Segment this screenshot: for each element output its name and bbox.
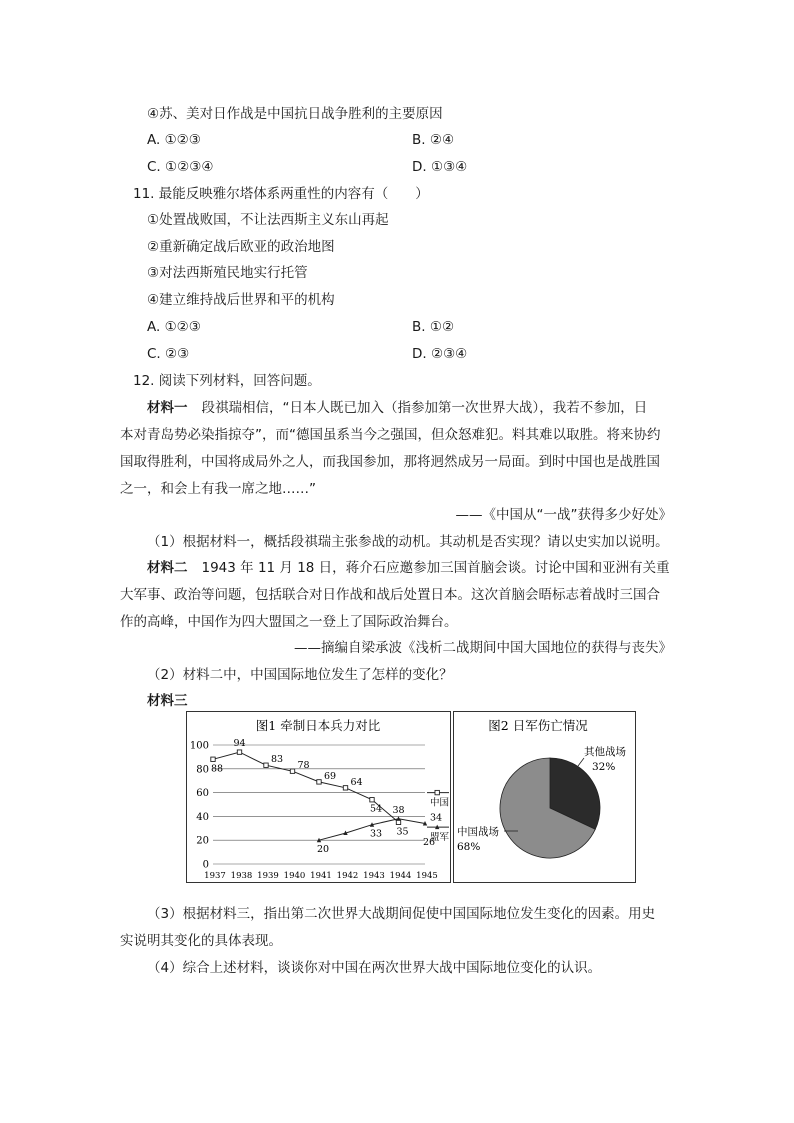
chart-title: 图2 日军伤亡情况: [488, 718, 588, 733]
data-point: [396, 816, 400, 821]
y-tick-label: 0: [202, 859, 209, 871]
y-tick-label: 20: [196, 835, 209, 847]
material-2-source: ——摘编自梁承波《浅析二战期间中国大国地位的获得与丧失》: [294, 640, 672, 656]
data-point: [211, 757, 215, 761]
y-tick-label: 60: [196, 788, 209, 800]
legend-label: 盟军: [430, 832, 450, 844]
y-tick-label: 40: [196, 811, 209, 823]
legend-label: 中国: [430, 797, 450, 809]
q10-option-c: C. ①②③④: [147, 159, 214, 175]
q11-item-2: ②重新确定战后欧亚的政治地图: [147, 239, 335, 255]
q10-item-4: ④苏、美对日作战是中国抗日战争胜利的主要原因: [147, 106, 443, 122]
data-point: [290, 769, 294, 773]
pie-label-other: 其他战场: [584, 746, 626, 758]
question-12-1: （1）根据材料一，概括段祺瑞主张参战的动机。其动机是否实现？请以史实加以说明。: [147, 534, 669, 550]
data-point: [317, 780, 321, 784]
question-12-4: （4）综合上述材料，谈谈你对中国在两次世界大战中国际地位变化的认识。: [147, 960, 602, 976]
data-label: 34: [430, 812, 443, 824]
x-tick-label: 1944: [389, 871, 412, 881]
question-12-3-line-1: （3）根据材料三，指出第二次世界大战期间促使中国国际地位发生变化的因素。用史: [147, 906, 656, 922]
pie-percent-other: 32%: [592, 761, 616, 773]
q11-option-b: B. ①②: [412, 319, 455, 335]
figure-1-panel: [186, 711, 451, 883]
material-1-text-2: 本对青岛势必染指掠夺”，而“德国虽系当今之强国，但众怒难犯。料其难以取胜。将来协约: [120, 427, 661, 443]
data-label: 78: [297, 760, 310, 772]
q11-option-d: D. ②③④: [412, 346, 468, 362]
data-point: [343, 786, 347, 790]
pie-percent-china: 68%: [457, 841, 481, 853]
data-point: [370, 798, 374, 802]
data-label: 88: [210, 763, 224, 775]
material-2-text-2: 大军事、政治等问题，包括联合对日作战和战后处置日本。这次首脑会晤标志着战时三国合: [120, 587, 660, 603]
material-1-source: ——《中国从“一战”获得多少好处》: [455, 507, 672, 523]
pie-label-china: 中国战场: [457, 826, 499, 838]
q12-stem: 12. 阅读下列材料，回答问题。: [133, 373, 321, 389]
x-tick-label: 1938: [230, 871, 253, 881]
q10-option-a: A. ①②③: [147, 132, 201, 148]
q10-option-b: B. ②④: [412, 132, 455, 148]
material-1-first-line: [147, 399, 647, 417]
pie-leader-other: [578, 758, 584, 766]
material-3-label: 材料三: [147, 693, 188, 709]
q11-item-1: ①处置战败国，不让法西斯主义东山再起: [147, 212, 389, 228]
data-label: 38: [392, 804, 405, 816]
y-tick-label: 80: [196, 764, 209, 776]
question-12-2: （2）材料二中，中国国际地位发生了怎样的变化？: [147, 667, 453, 683]
figure-2-panel: [453, 711, 636, 883]
material-1-text-4: 之一，和会上有我一席之地……”: [120, 481, 316, 497]
q11-item-4: ④建立维持战后世界和平的机构: [147, 292, 335, 308]
material-2-first-line: [147, 559, 670, 577]
x-tick-label: 1940: [283, 871, 306, 881]
material-1-text-3: 国取得胜利，中国将成局外之人，而我国参加，那将迥然成另一局面。到时中国也是战胜国: [120, 454, 660, 470]
question-12-3-line-2: 实说明其变化的具体表现。: [120, 933, 282, 949]
x-tick-label: 1943: [363, 871, 385, 881]
x-tick-label: 1941: [310, 871, 332, 881]
x-tick-label: 1937: [204, 871, 226, 881]
data-label: 26: [422, 837, 436, 849]
x-tick-label: 1945: [416, 871, 438, 881]
material-2-label: 材料二: [147, 560, 188, 576]
material-1-label: 材料一: [147, 400, 188, 416]
q11-option-c: C. ②③: [147, 346, 190, 362]
data-label: 54: [369, 803, 383, 815]
legend-marker: [435, 790, 439, 794]
material-2-text-1: 1943 年 11 月 18 日，蒋介石应邀参加三国首脑会谈。讨论中国和亚洲有关重: [201, 560, 670, 576]
data-label: 64: [350, 776, 363, 788]
material-1-text-1: 段祺瑞相信，“日本人既已加入（指参加第一次世界大战），我若不参加，日: [201, 400, 648, 416]
q11-item-3: ③对法西斯殖民地实行托管: [147, 265, 308, 281]
data-label: 83: [271, 754, 284, 766]
figure-2-pie-chart: [454, 712, 635, 882]
data-point: [237, 750, 241, 754]
chart-title: 图1 牵制日本兵力对比: [255, 718, 381, 733]
data-label: 69: [324, 770, 337, 782]
q11-stem: 11. 最能反映雅尔塔体系两重性的内容有（ ）: [133, 186, 429, 202]
data-point: [396, 820, 400, 824]
y-tick-label: 100: [189, 740, 209, 752]
data-point: [264, 763, 268, 767]
x-tick-label: 1939: [257, 871, 279, 881]
figure-1-line-chart: [187, 712, 450, 882]
x-tick-label: 1942: [336, 871, 359, 881]
data-label: 35: [396, 826, 409, 838]
material-2-text-3: 作的高峰，中国作为四大盟国之一登上了国际政治舞台。: [120, 614, 458, 630]
data-label: 94: [233, 738, 246, 750]
data-label: 20: [316, 844, 330, 856]
q11-option-a: A. ①②③: [147, 319, 201, 335]
data-label: 33: [369, 828, 383, 840]
q10-option-d: D. ①③④: [412, 159, 468, 175]
